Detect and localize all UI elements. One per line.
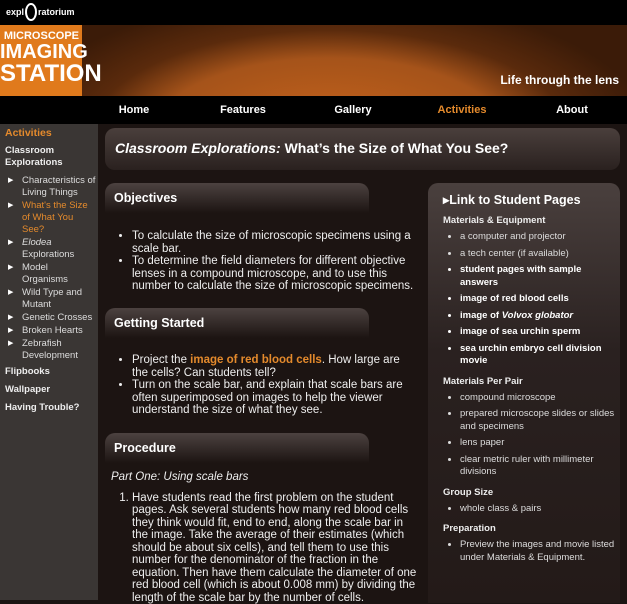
procedure-body [108, 471, 418, 604]
banner [0, 25, 627, 96]
exploratorium-logo[interactable] [6, 3, 75, 21]
top-bar [0, 0, 627, 25]
main-content [98, 124, 627, 600]
nav-features[interactable]: Features [220, 104, 266, 116]
sidebar-item[interactable]: ▶ Characteristics of Living Things [8, 175, 98, 199]
list-item: • a computer and projector [460, 231, 620, 244]
main-nav [0, 96, 627, 124]
objectives-list [108, 230, 418, 293]
procedure-heading: Procedure [105, 433, 369, 463]
text: Project the [132, 354, 190, 366]
page-title [105, 128, 620, 170]
brand-line: STATION [0, 62, 79, 86]
group-heading: Group Size [443, 487, 620, 498]
sidebar-item[interactable]: ▶ Wild Type and Mutant [8, 287, 98, 311]
panel-title: Link to Student Pages [449, 193, 580, 207]
material-link[interactable]: • sea urchin embryo cell division movie [460, 343, 620, 368]
sidebar-item[interactable]: ▶ Model Organisms [8, 262, 78, 286]
sidebar-item[interactable]: ▶ Broken Hearts [8, 325, 98, 337]
text: . How large are the cells? Can students tell? [132, 354, 400, 379]
getting-started-heading: Getting Started [105, 308, 369, 338]
sidebar [0, 124, 98, 600]
microscope-imaging-station-logo[interactable] [0, 25, 82, 96]
nav-home[interactable]: Home [119, 104, 150, 116]
nav-activities[interactable]: Activities [438, 104, 487, 116]
sidebar-item[interactable]: ▶ Zebrafish Development [8, 338, 88, 362]
list-item: • clear metric ruler with millimeter divisions [460, 454, 620, 479]
brand-line: IMAGING [0, 42, 79, 62]
sidebar-link-flipbooks[interactable]: Flipbooks [5, 366, 98, 378]
brand-line: MICROSCOPE [0, 31, 79, 42]
material-link[interactable] [460, 310, 620, 323]
link-to-student-pages[interactable]: ▸Link to Student Pages [443, 192, 620, 207]
list-item: • Turn on the scale bar, and explain that scale bars are often superimposed on images to help the viewer understand the size of what they see. [132, 379, 418, 417]
sidebar-section[interactable]: Classroom Explorations [5, 145, 75, 169]
material-link[interactable]: • image of red blood cells [460, 293, 620, 306]
prep-heading: Preparation [443, 523, 620, 534]
procedure-part: Part One: Using scale bars [111, 471, 418, 484]
sidebar-item-current[interactable]: ▶ What's the Size of What You See? [8, 200, 93, 236]
objectives-heading: Objectives [105, 183, 369, 213]
pair-heading: Materials Per Pair [443, 376, 620, 387]
procedure-step: 1. Have students read the first problem on the student pages. Ask several students how many red blood cells they think would fit, end to end, along the scale bar in the image. Take the average of their estimates (which should be about six cells), and tell them to use this number for the denominator of the fraction in the equation. Then have them calculate the diameter of one red blood cell (which is about 0.008 mm) by dividing the length of the scale bar by the number of cells. [132, 492, 418, 604]
list-item: • whole class & pairs [460, 503, 620, 516]
list-item: • a tech center (if available) [460, 248, 620, 261]
sidebar-link-trouble[interactable]: Having Trouble? [5, 402, 98, 414]
logo-text: ratorium [38, 7, 75, 17]
text: Volvox globator [502, 310, 573, 321]
text: image of [460, 310, 502, 321]
list-item: • prepared microscope slides or slides and specimens [460, 408, 620, 433]
nav-about[interactable]: About [556, 104, 588, 116]
list-item: • To calculate the size of microscopic specimens using a scale bar. [132, 230, 418, 255]
title-text: What’s the Size of What You See? [285, 140, 509, 156]
materials-heading: Materials & Equipment [443, 215, 620, 226]
material-link[interactable]: • image of sea urchin sperm [460, 326, 620, 339]
list-item [132, 354, 418, 379]
list-item: • Preview the images and movie listed under Materials & Equipment. [460, 539, 620, 564]
tagline: Life through the lens [500, 73, 619, 87]
title-italic: Classroom Explorations: [115, 140, 281, 156]
sidebar-heading[interactable]: Activities [5, 127, 98, 139]
sidebar-item[interactable]: ▶ Genetic Crosses [8, 312, 98, 324]
nav-gallery[interactable]: Gallery [334, 104, 371, 116]
red-blood-cells-link[interactable]: image of red blood cells [190, 354, 322, 366]
list-item: • compound microscope [460, 392, 620, 405]
list-item: • To determine the field diameters for different objective lenses in a compound microscope, and to use this number to calculate the size of microscopic specimens. [132, 255, 418, 293]
sidebar-item[interactable]: ▶ Elodea Explorations [8, 237, 98, 261]
getting-started-list [108, 354, 418, 417]
sidebar-link-wallpaper[interactable]: Wallpaper [5, 384, 98, 396]
material-link[interactable]: • student pages with sample answers [460, 264, 620, 289]
list-item: • lens paper [460, 437, 620, 450]
logo-o-icon [25, 3, 37, 21]
student-pages-panel [428, 183, 620, 603]
logo-text: expl [6, 7, 24, 17]
